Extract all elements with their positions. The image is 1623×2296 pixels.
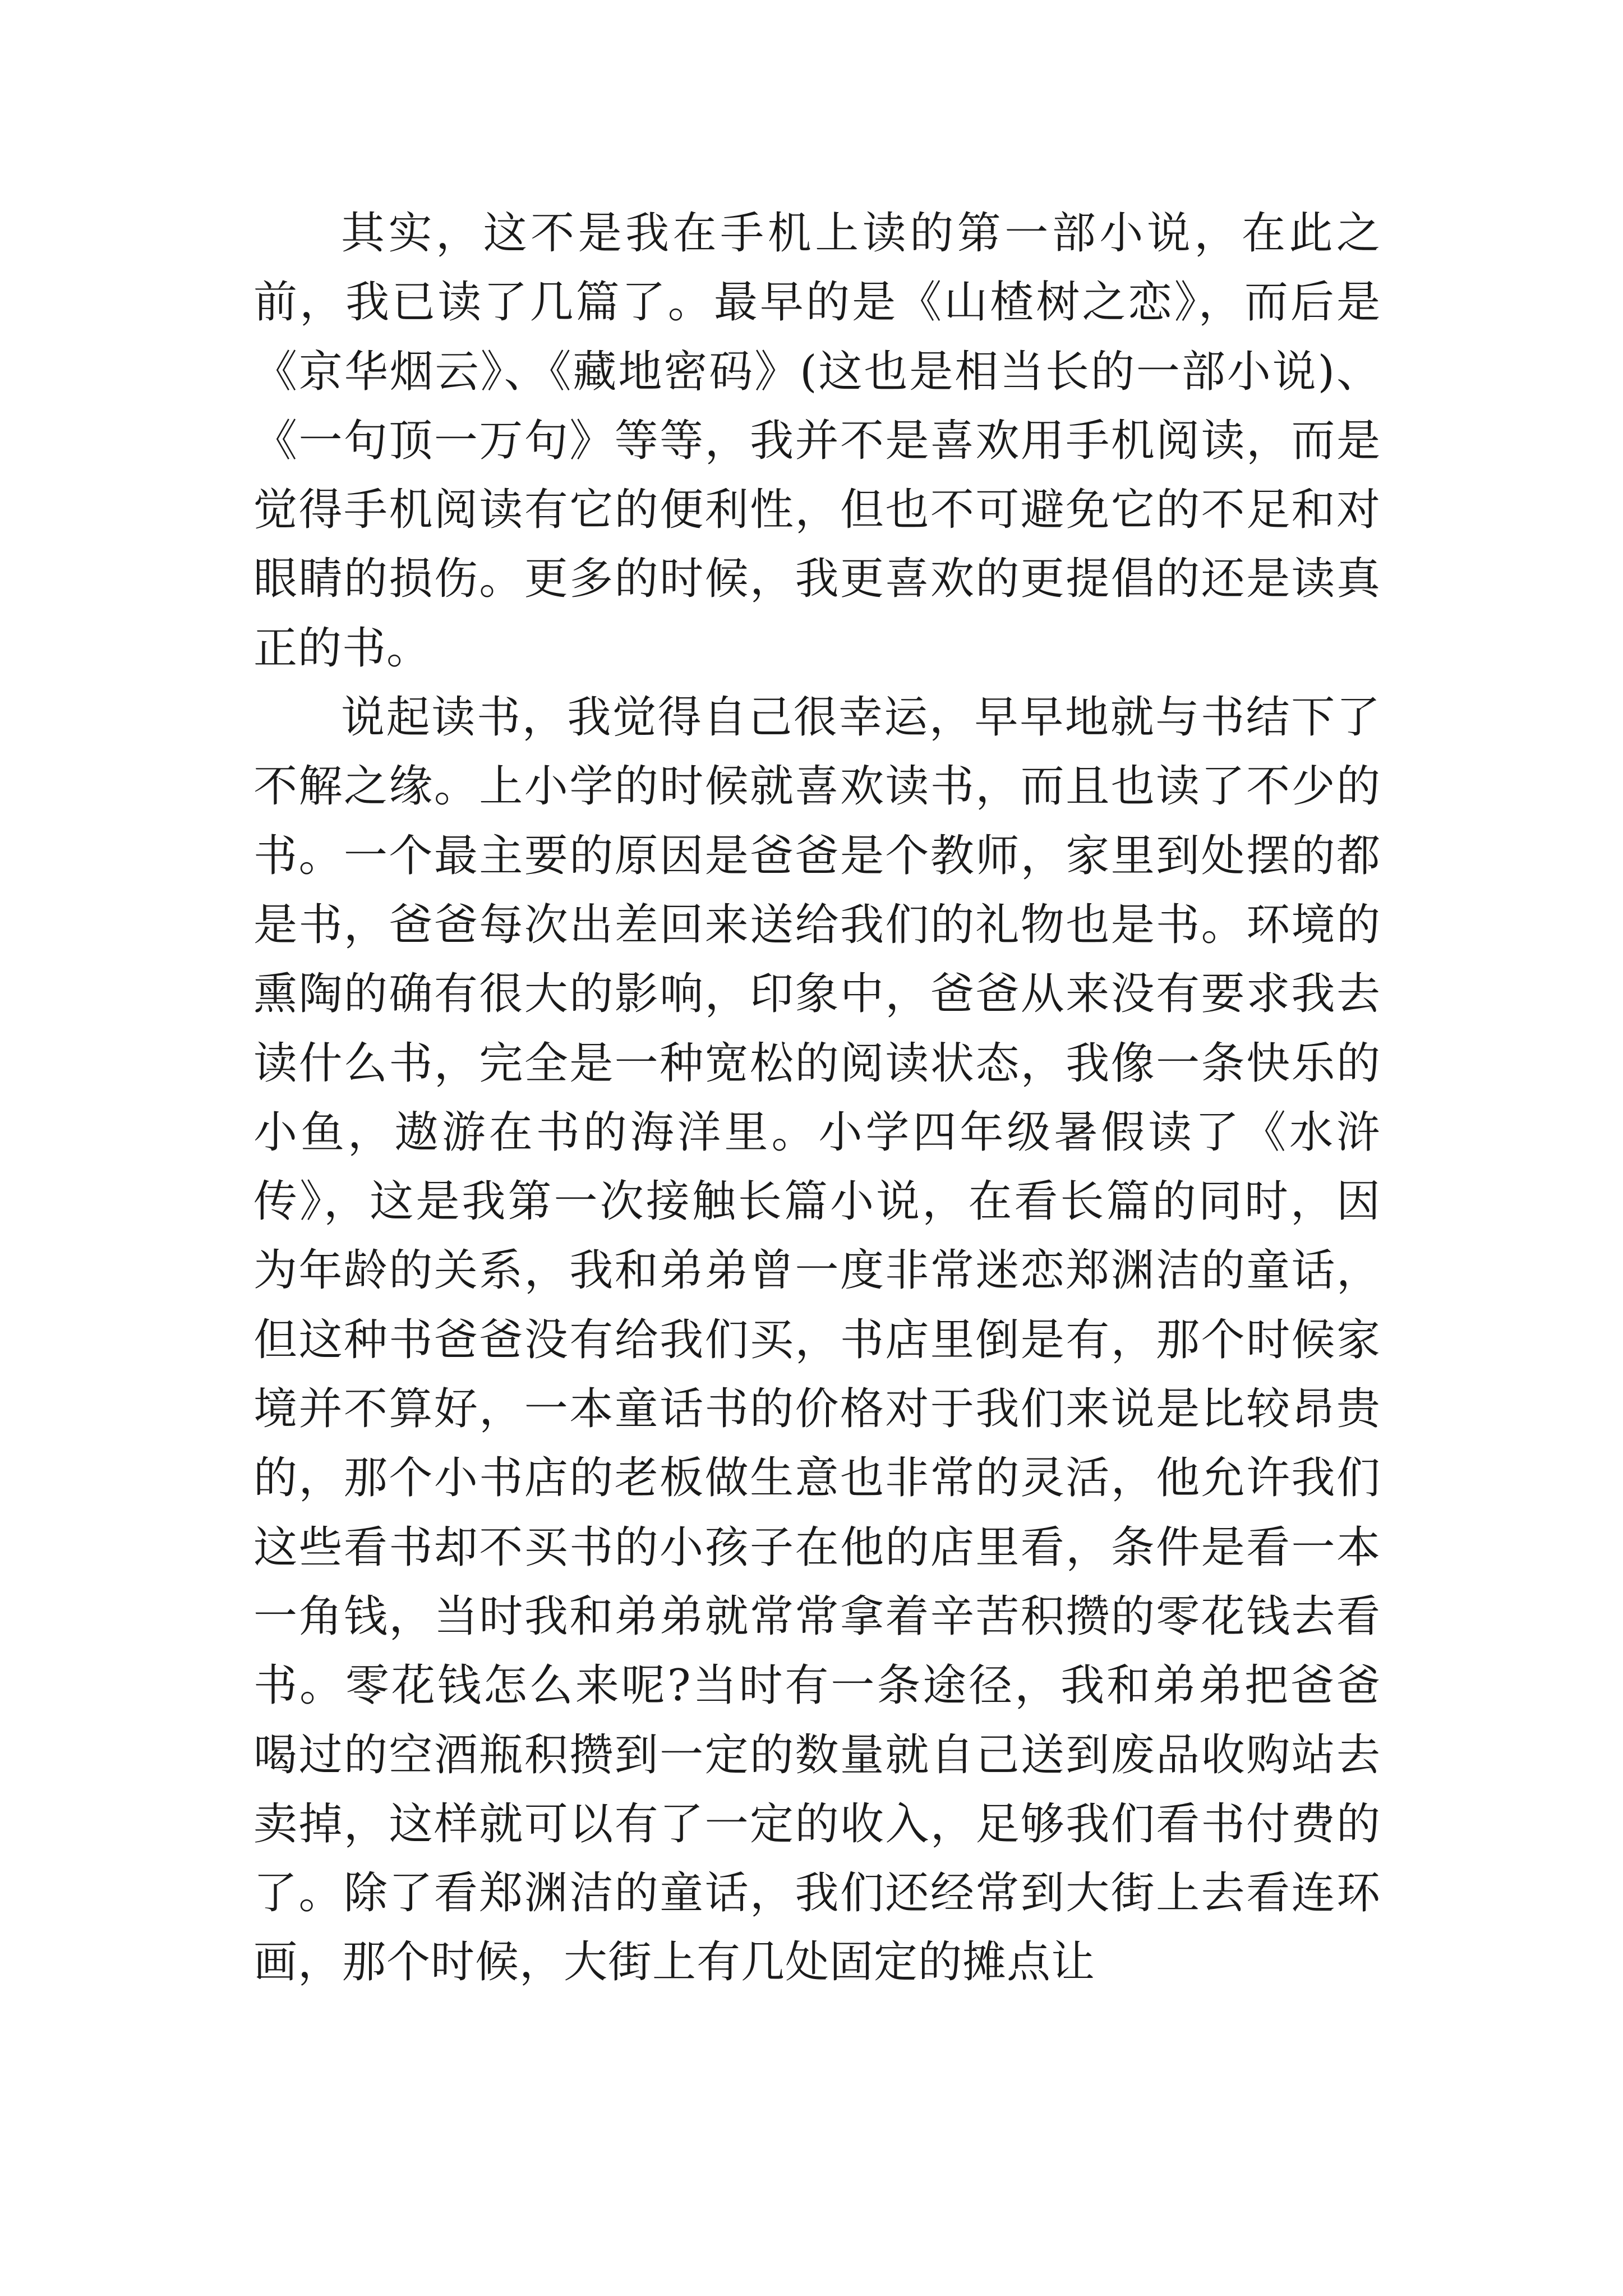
paragraph-2: 说起读书，我觉得自己很幸运，早早地就与书结下了不解之缘。上小学的时候就喜欢读书，而且也读了不少的书。一个最主要的原因是爸爸是个教师，家里到处摆的都是书，爸爸每次出差回来送给我们的礼物也是书。环境的熏陶的确有很大的影响，印象中，爸爸从来没有要求我去读什么书，完全是一种宽松的阅读状态，我像一条快乐的小鱼，遨游在书的海洋里。小学四年级暑假读了《水浒传》，这是我第一次接触长篇小说，在看长篇的同时，因为年龄的关系，我和弟弟曾一度非常迷恋郑渊洁的童话，但这种书爸爸没有给我们买，书店里倒是有，那个时候家境并不算好，一本童话书的价格对于我们来说是比较昂贵的，那个小书店的老板做生意也非常的灵活，他允许我们这些看书却不买书的小孩子在他的店里看，条件是看一本一角钱，当时我和弟弟就常常拿着辛苦积攒的零花钱去看书。零花钱怎么来呢?当时有一条途径，我和弟弟把爸爸喝过的空酒瓶积攒到一定的数量就自己送到废品收购站去卖掉，这样就可以有了一定的收入，足够我们看书付费的了。除了看郑渊洁的童话，我们还经常到大街上去看连环画，那个时候，大街上有几处固定的摊点让 bbox=[253, 692, 1381, 1988]
paragraph-1: 其实，这不是我在手机上读的第一部小说，在此之前，我已读了几篇了。最早的是《山楂树之恋》，而后是《京华烟云》、《藏地密码》(这也是相当长的一部小说)、《一句顶一万句》等等，我并不是喜欢用手机阅读，而是觉得手机阅读有它的便利性，但也不可避免它的不足和对眼睛的损伤。更多的时候，我更喜欢的更提倡的还是读真正的书。 bbox=[253, 208, 1381, 674]
body-text bbox=[253, 199, 1381, 1998]
